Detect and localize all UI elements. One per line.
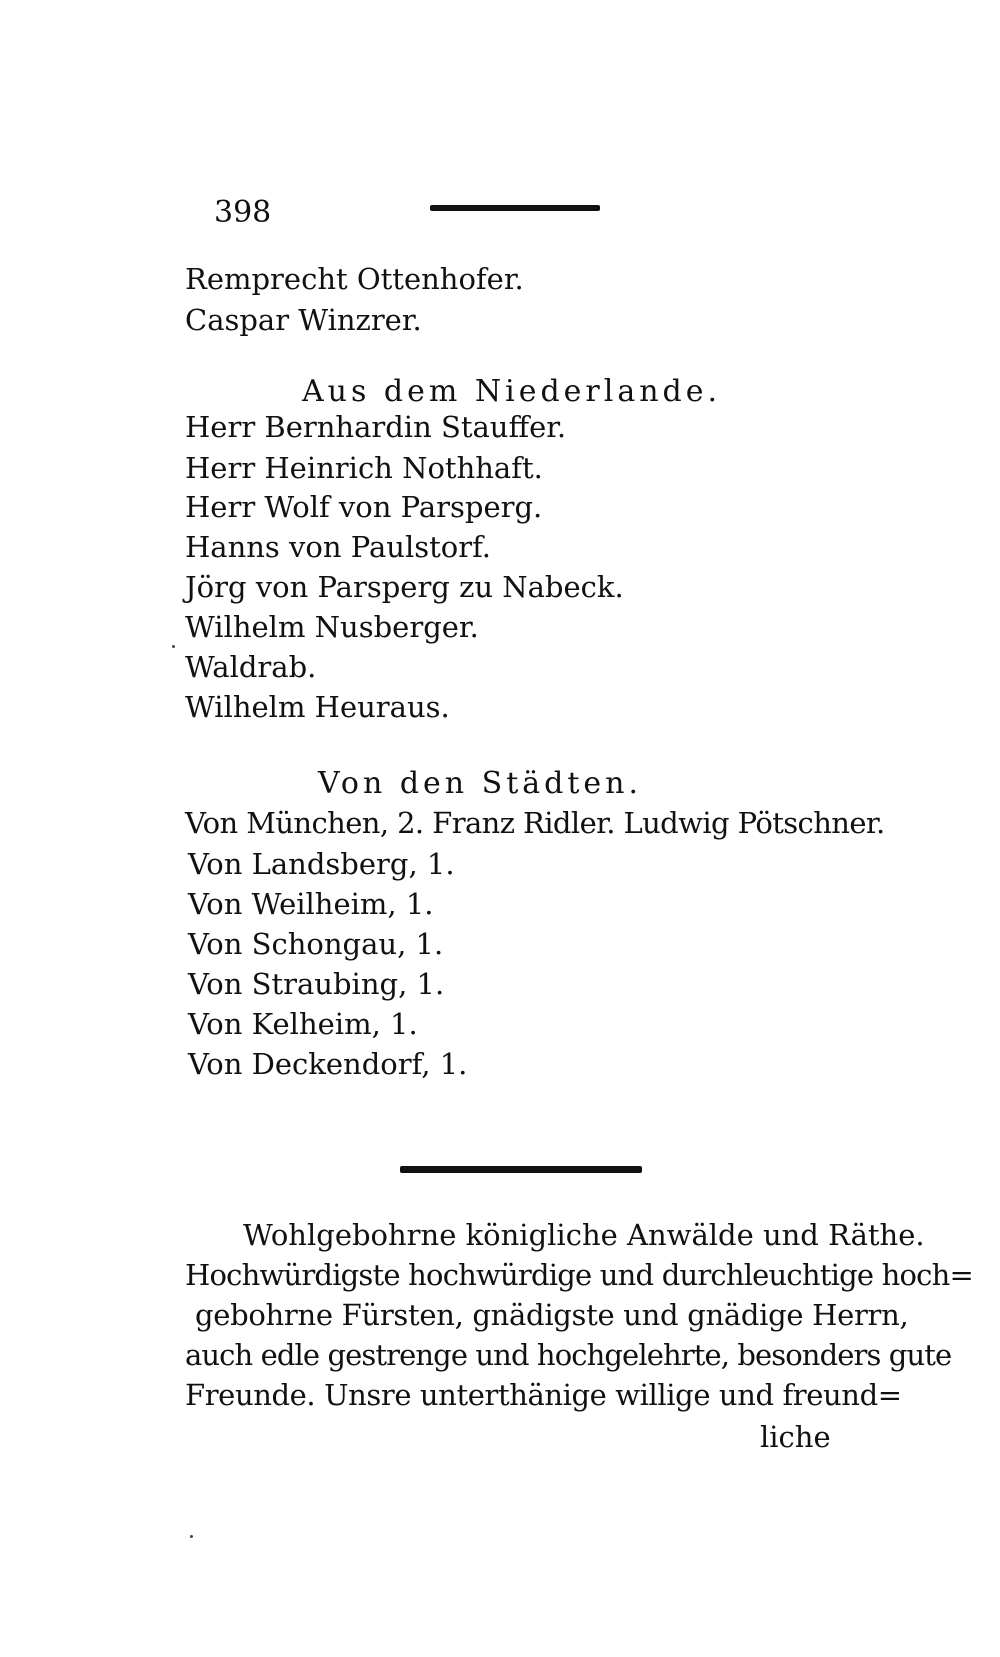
section-heading-niederlande: Aus dem Niederlande. — [302, 374, 722, 409]
paragraph-line: auch edle gestrenge und hochgelehrte, besonders gute — [185, 1338, 952, 1372]
paragraph-line: Hochwürdigste hochwürdige und durchleuchtige hoch= — [185, 1258, 973, 1292]
name-line: Jörg von Parsperg zu Nabeck. — [185, 570, 624, 604]
name-line: Wilhelm Heuraus. — [185, 690, 450, 724]
town-line: Von Landsberg, 1. — [188, 847, 455, 881]
section-rule — [400, 1166, 642, 1173]
name-line: Wilhelm Nusberger. — [185, 610, 479, 644]
paper-speck — [190, 1535, 193, 1538]
paragraph-line: Freunde. Unsre unterthänige willige und freund= — [185, 1378, 902, 1412]
catchword: liche — [760, 1420, 831, 1454]
town-line: Von München, 2. Franz Ridler. Ludwig Pötschner. — [185, 806, 885, 840]
page-number: 398 — [214, 195, 272, 230]
name-line: Caspar Winzrer. — [185, 303, 422, 337]
name-line: Herr Heinrich Nothhaft. — [185, 451, 543, 485]
paragraph-line: gebohrne Fürsten, gnädigste und gnädige Herrn, — [195, 1298, 909, 1332]
section-heading-staedten: Von den Städten. — [318, 766, 643, 801]
town-line: Von Straubing, 1. — [188, 967, 445, 1001]
town-line: Von Kelheim, 1. — [188, 1007, 418, 1041]
name-line: Herr Wolf von Parsperg. — [185, 490, 543, 524]
town-line: Von Schongau, 1. — [188, 927, 444, 961]
name-line: Herr Bernhardin Stauffer. — [185, 410, 567, 444]
name-line: Waldrab. — [185, 650, 317, 684]
name-line: Hanns von Paulstorf. — [185, 530, 492, 564]
town-line: Von Weilheim, 1. — [188, 887, 434, 921]
name-line: Remprecht Ottenhofer. — [185, 262, 524, 296]
town-line: Von Deckendorf, 1. — [188, 1047, 468, 1081]
paragraph-line: Wohlgebohrne königliche Anwälde und Räthe. — [243, 1218, 925, 1252]
paper-speck — [172, 645, 175, 648]
header-rule — [430, 205, 600, 211]
